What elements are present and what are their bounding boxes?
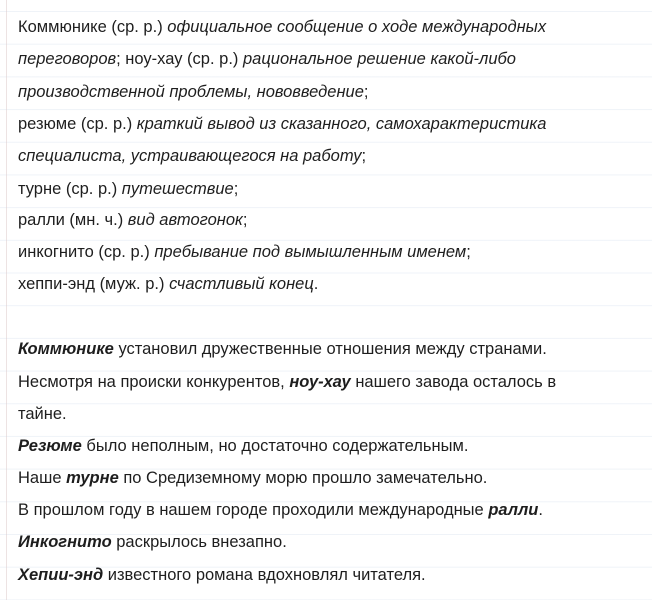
sentence-line [18,466,642,490]
glossary-line [18,208,642,232]
line-text: ; [361,147,367,165]
glossary-line [18,144,642,168]
highlighted-term: ралли [488,501,539,519]
definition-text: переговоров [18,50,117,68]
line-text: резюме (ср. р.) [18,115,137,133]
sentence-line [18,337,642,361]
line-text: тайне. [18,405,67,423]
sentence-line [18,370,642,394]
line-text: турне (ср. р.) [18,180,122,198]
definition-text: официальное сообщение о ходе международных [167,18,547,36]
line-text: Коммюнике (ср. р.) [18,18,168,36]
definition-text: вид автогонок [127,211,243,229]
line-text: раскрылось внезапно. [111,533,287,551]
glossary-line [18,240,642,264]
definition-text: специалиста, устраивающегося на работу [18,147,362,165]
line-text: ралли (мн. ч.) [18,211,128,229]
definition-text: рациональное решение какой-либо [242,50,516,68]
line-text: было неполным, но достаточно содержательным. [81,437,469,455]
sentence-line [18,563,642,587]
line-text: ; [466,243,471,261]
line-text: хеппи-энд (муж. р.) [18,275,170,293]
highlighted-term: Резюме [18,437,82,455]
line-text: Наше [18,469,67,487]
line-text: известного романа вдохновлял читателя. [103,566,426,584]
line-text: ; ноу-хау (ср. р.) [116,50,243,68]
sentence-line [18,498,642,522]
line-text: инкогнито (ср. р.) [18,243,155,261]
glossary-line [18,177,642,201]
glossary-line [18,272,642,296]
glossary-line [18,47,642,71]
definition-text: пребывание под вымышленным именем [154,243,467,261]
sentence-line [18,434,642,458]
line-text: ; [363,83,369,101]
line-text: установил дружественные отношения между странами. [113,340,547,358]
glossary-line [18,112,642,136]
definition-text: путешествие [121,180,234,198]
line-text: ; [233,180,239,198]
definition-text: краткий вывод из сказанного, самохарактеристика [136,115,547,133]
sentence-line [18,402,642,426]
line-text: Несмотря на происки конкурентов, [18,373,290,391]
line-text: В прошлом году в нашем городе проходили международные [18,501,489,519]
glossary-line [18,15,642,39]
line-text: по Средиземному морю прошло замечательно. [118,469,488,487]
glossary-line [18,80,642,104]
line-text: нашего завода осталось в [350,373,557,391]
line-text: ; [242,211,248,229]
highlighted-term: Инкогнито [18,533,112,551]
definition-text: производственной проблемы, нововведение [18,83,364,101]
line-text: . [538,501,543,519]
highlighted-term: Хепии-энд [18,566,104,584]
line-text: . [313,275,319,293]
highlighted-term: ноу-хау [289,373,351,391]
sentence-line [18,530,642,554]
highlighted-term: Коммюнике [18,340,114,358]
highlighted-term: турне [66,469,119,487]
definition-text: счастливый конец [169,275,314,293]
